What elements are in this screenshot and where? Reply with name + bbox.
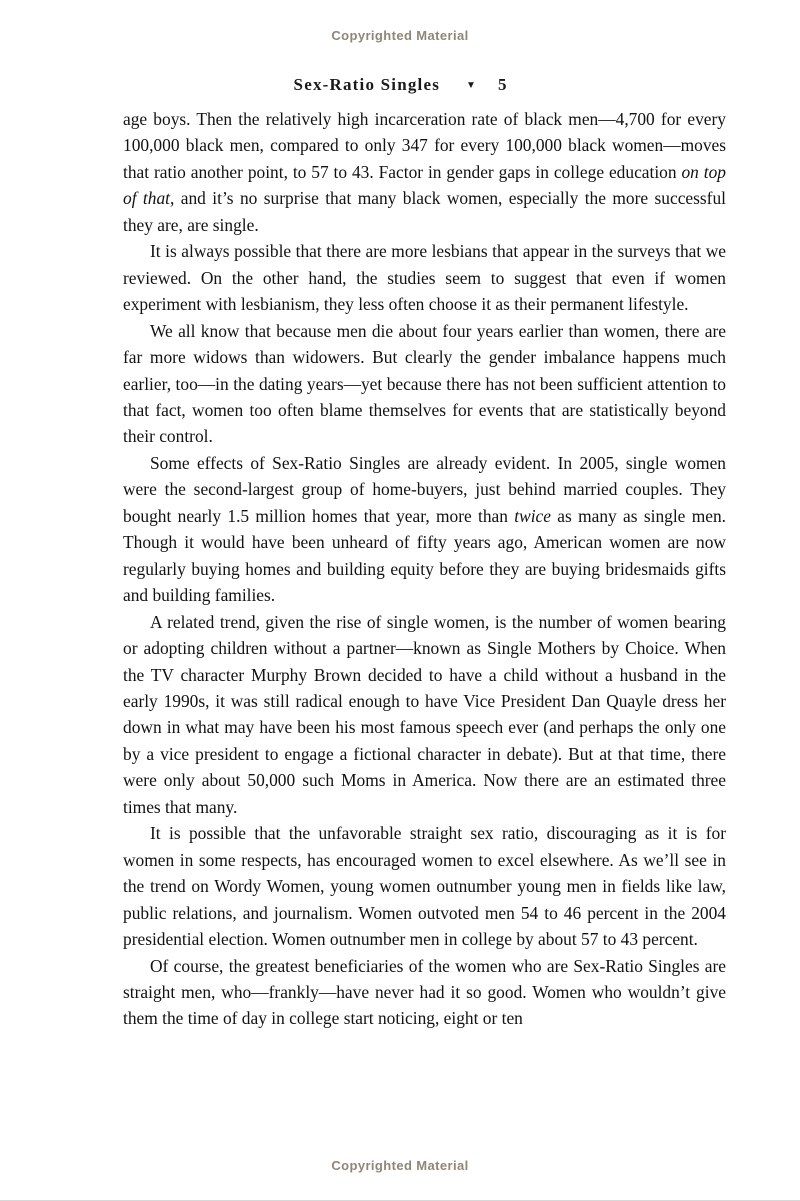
text-run: It is possible that the unfavorable straight sex ratio, discouraging as it is for women in some respects, has encouraged women to excel elsewhere. As we’ll see in the trend on Wordy Women, young women outnumber young men in fields like law, public relations, and journalism. Women outvoted men 54 to 46 percent in the 2004 presidential election. Women outnumber men in college by about 57 to 43 percent. xyxy=(123,823,726,950)
page-header xyxy=(0,75,800,95)
text-run: as many as single men. Though it would have been unheard of fifty years ago, American women are now regularly buying homes and building equity before they are buying bridesmaids gifts and building families. xyxy=(123,505,726,606)
paragraph xyxy=(123,106,726,238)
text-run: It is always possible that there are more lesbians that appear in the surveys that we reviewed. On the other hand, the studies seem to suggest that even if women experiment with lesbianism, they less often choose it as their permanent lifestyle. xyxy=(123,241,726,315)
body-text xyxy=(123,106,726,1032)
paragraph xyxy=(123,238,726,317)
text-run: age boys. Then the relatively high incarceration rate of black men—4,700 for every 100,000 black men, compared to only 347 for every 100,000 black women—moves that ratio another point, to 57 to 43. Factor in gender gaps in college education xyxy=(123,109,726,182)
triangle-ornament-icon: ▼ xyxy=(466,80,476,91)
paragraph xyxy=(123,953,726,1032)
text-run: We all know that because men die about four years earlier than women, there are far more widows than widowers. But clearly the gender imbalance happens much earlier, too—in the dating years—yet because there has not been sufficient attention to that fact, women too often blame themselves for events that are statistically beyond their control. xyxy=(123,320,726,447)
page-number: 5 xyxy=(497,75,507,94)
italic-text: twice xyxy=(514,505,551,526)
paragraph xyxy=(123,450,726,609)
copyright-notice-top: Copyrighted Material xyxy=(331,28,469,43)
text-run: , and it’s no surprise that many black women, especially the more successful they are, are single. xyxy=(123,188,726,235)
text-run: A related trend, given the rise of single women, is the number of women bearing or adopting children without a partner—known as Single Mothers by Choice. When the TV character Murphy Brown decided to have a child without a husband in the early 1990s, it was still radical enough to have Vice President Dan Quayle dress her down in what may have been his most famous speech ever (and perhaps the only one by a vice president to engage a fictional character in debate). But at that time, there were only about 50,000 such Moms in America. Now there are an estimated three times that many. xyxy=(123,611,726,817)
chapter-title: Sex-Ratio Singles xyxy=(293,75,441,94)
paragraph xyxy=(123,318,726,450)
italic-text: on top of that xyxy=(123,161,726,209)
copyright-notice-bottom: Copyrighted Material xyxy=(331,1158,469,1173)
text-run: Some effects of Sex-Ratio Singles are already evident. In 2005, single women were the second-largest group of home-buyers, just behind married couples. They bought nearly 1.5 million homes that year, more than xyxy=(123,452,726,526)
text-run: Of course, the greatest beneficiaries of the women who are Sex-Ratio Singles are straight men, who—frankly—have never had it so good. Women who wouldn’t give them the time of day in college start noticing, eight or ten xyxy=(123,955,726,1029)
paragraph xyxy=(123,820,726,952)
paragraph xyxy=(123,609,726,821)
